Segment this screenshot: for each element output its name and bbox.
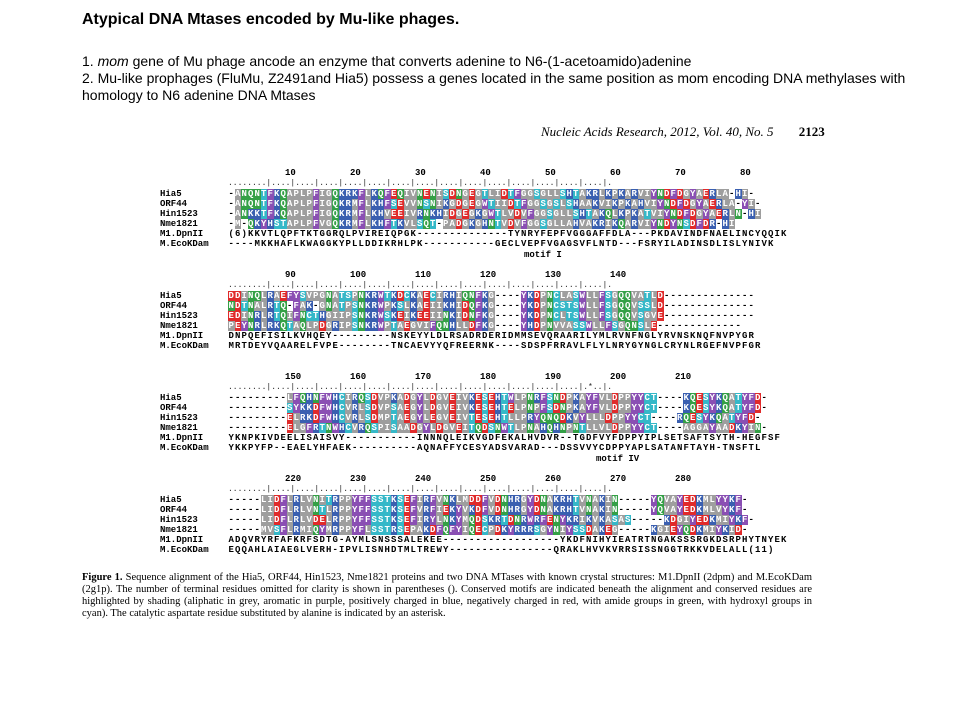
sequence-residues: - - - - - - - - - S Y K K D F W H C V R L S D V P S A E G Y L D G V E I V K E S E H T E L P N P F S D N P K A Y F V L D P P Y Y C T - - - - K Q E S Y K Q A T Y F D - [228, 403, 767, 413]
sequence-row [160, 229, 787, 239]
sequence-name: M1.DpnII [160, 331, 204, 341]
sequence-residues: E Q Q A H L A I A E G L V E R H - I P V L I S N H D T M L T R E W Y - - - - - - - - - - - - - - - - Q R A K L H V V K V R R S I S S N G G T R K K V D E L A L L ( 1 1 ) [228, 545, 774, 555]
sequence-row [160, 403, 768, 413]
alignment-ruler: ........|....|....|....|....|....|....|....|....|....|....|....|....|....|....|. [228, 179, 613, 188]
sequence-residues: E D I N R L R T Q I F N C T H G I I P S N K R W S K E I K E E I I N K I D N F K G - - - - Y K D P N C L T S W L L F S G Q Q V S G V E - - - - - - - - - - - - - - [228, 311, 754, 321]
sequence-residues: D D I N Q L R A E F Y S V P G N A T S P N K R W T K D C K A E C I R H I Q N F K G - - - - Y K D P N C L A S W L L F S G Q Q V A T L D - - - - - - - - - - - - - - [228, 291, 754, 301]
sequence-residues: - - - - - M V S F L R M I Q Y M R P P Y F L S S T R S E P A K D F Q F Y I Q E C P D K Y R R R S G Y N I Y S S D A K E G - - - - - K G I E Y Q D K M I Y K I D - [228, 525, 748, 535]
caption-label: Figure 1. [82, 572, 123, 583]
sequence-residues: - - - - - - - - - L F Q H N F W H C I R Q S D V P K A D G Y L D G V E I V K E S E H T W L P N R F S N D P K A Y F V L D P P Y Y C T - - - - K Q E S Y K Q A T Y F D - [228, 393, 767, 403]
sequence-row [160, 301, 755, 311]
sequence-residues: Y K N P K I V D E E L I S A I S V Y - - - - - - - - - - - I N N N Q L E I K V G D F E K A L H V D V R - - T G D F V Y F D P P Y I P L S E T S A F T S Y T H - H E G F S F [228, 433, 780, 443]
sequence-name: M1.DpnII [160, 535, 204, 545]
position-number: 10 [285, 168, 296, 178]
position-number: 40 [480, 168, 491, 178]
sequence-name: Nme1821 [160, 219, 198, 229]
position-number: 170 [415, 372, 432, 382]
sequence-name: Nme1821 [160, 423, 198, 433]
sequence-residues: D N P Q E F I S I L K V H Q E Y - - - - - - - - - N S K E Y Y L D L R S A D R D E R I D M M S E V Q R A A R I L Y M L R V N F N G L Y R V N S K N Q F N V P Y G R [228, 331, 754, 341]
sequence-name: Hia5 [160, 495, 182, 505]
sequence-row [160, 433, 781, 443]
sequence-row [160, 413, 761, 423]
sequence-row [160, 199, 761, 209]
sequence-row [160, 291, 755, 301]
sequence-residues: - - - - - L I D F L R L V D E L R P P Y F F S S T K S E F I R Y L N K Y M Q D S K R T D N R W R F E N Y K R I K V K A S A S - - - - - K D G I Y E D K M I Y K F - [228, 515, 754, 525]
sequence-name: Nme1821 [160, 525, 198, 535]
sequence-row [160, 525, 748, 535]
sequence-name: ORF44 [160, 403, 188, 413]
slide-title: Atypical DNA Mtases encoded by Mu-like phages. [82, 11, 460, 28]
bullet-1 [82, 53, 942, 70]
sequence-row [160, 311, 755, 321]
sequence-residues: ( 6 ) K K V T L Q P F T K T G G R Q L P V I R E I Q P G K - - - - - - - - - - - - - - T Y N R Y F E P F V G G G A F F D L A - - - P K D A V I N D F N A E L I N C Y Q Q I K [228, 229, 787, 239]
sequence-row [160, 189, 755, 199]
position-number: 210 [675, 372, 692, 382]
figure-caption [82, 572, 812, 620]
sequence-residues: P E Y N R L R K Q T A Q L P D G R I P S N K R W P T A E G V I F Q N H L L D F K G - - - - Y H D P N V V A S S W L L F S G Q N S L E - - - - - - - - - - - - - [228, 321, 741, 331]
sequence-name: Hin1523 [160, 515, 198, 525]
position-number: 220 [285, 474, 302, 484]
bullet-list [82, 53, 942, 104]
sequence-name: Hin1523 [160, 311, 198, 321]
position-number: 230 [350, 474, 367, 484]
bullet-1-text: gene of Mu phage ancode an enzyme that converts adenine to N6-(1-acetoamido)adenine [128, 53, 692, 69]
position-number: 280 [675, 474, 692, 484]
position-number: 200 [610, 372, 627, 382]
alignment-ruler: ........|....|....|....|....|....|....|....|....|....|....|....|....|....|....|. [228, 485, 613, 494]
motif-label: motif IV [596, 454, 640, 464]
sequence-name: ORF44 [160, 301, 188, 311]
position-number: 80 [740, 168, 751, 178]
sequence-residues: - A N Q N T F K Q A P L P F I G Q K R K F L K Q F E Q I V N E N I S D N G E G T L I D T F G G S G L L S H T A K R L K P K A R V I Y N D F D G Y A E R L A - H I - [228, 189, 754, 199]
motif-label: motif I [524, 250, 562, 260]
caption-text: Sequence alignment of the Hia5, ORF44, Hin1523, Nme1821 proteins and two DNA MTases with known crystal structures: M1.DpnII (2dpm) and M.EcoKDam (2g1p). The number of terminal residues omitted for clarity is shown in parentheses (). Conserved motifs are indicated beneath the alignment and conserved residues are highlighted by shading (aliphatic in grey, aromatic in purple, positively charged in blue, negatively charged in red, with amide groups in green, with hydroxyl groups in cyan). The catalytic aspartate residue substituted by alanine is indicated by an asterisk. [82, 572, 812, 619]
sequence-name: Nme1821 [160, 321, 198, 331]
position-number: 250 [480, 474, 497, 484]
position-number: 240 [415, 474, 432, 484]
sequence-row [160, 219, 735, 229]
position-number: 160 [350, 372, 367, 382]
sequence-residues: - A N K K T F K Q A P L P F I G Q K R M F L K H V E E I V R N K H I D G E G K G W T L V D V F G G S G L L S H T A K Q L K P K A T V I Y N D F D G Y A E R L N - H I [228, 209, 761, 219]
sequence-name: M1.DpnII [160, 433, 204, 443]
sequence-row [160, 331, 755, 341]
bullet-2: 2. Mu-like prophages (FluMu, Z2491and Hia5) possess a genes located in the same position as mom encoding DNA methylases with homology to N6 adenine DNA Mtases [82, 70, 906, 103]
position-number: 140 [610, 270, 627, 280]
sequence-row [160, 443, 761, 453]
sequence-residues: - M - Q K Y H S T A P L P F V G Q K R M F L K H F T K V L S Q T - P A D G K G H N T V D V F G G S G L L A H V A K R I K Q A R V I Y N D Y N S D F D R - H I [228, 219, 735, 229]
sequence-name: M.EcoKDam [160, 239, 209, 249]
sequence-row [160, 515, 755, 525]
sequence-row [160, 321, 742, 331]
sequence-residues: - - - - - - - - - E L G F R T N W H C V R Q S P I S A A D G Y L D G V E I T Q D S N W T L P N A H Q H N P N T L L V L D P P Y Y C T - - - - A G G A Y A A D K Y I N - [228, 423, 767, 433]
sequence-row [160, 393, 768, 403]
sequence-residues: M R T D E Y V Q A A R E L F V P E - - - - - - - - T N C A E V Y Y Q F R E E R N K - - - - S D S P F R R A V L F L Y L N R Y G Y N G L C R Y N L R G E F N V P F G R [228, 341, 761, 351]
position-number: 180 [480, 372, 497, 382]
sequence-name: Hin1523 [160, 413, 198, 423]
position-number: 70 [675, 168, 686, 178]
bullet-1-gene-name: mom [97, 53, 129, 69]
position-number: 30 [415, 168, 426, 178]
sequence-row [160, 505, 748, 515]
sequence-alignment-figure [160, 168, 810, 570]
sequence-residues: - - - - - L I D F L R L V N I T R P P Y F F S S T K S E F I R F V N K L M D D F V D N H R G Y D N A K R H T V N A K I N - - - - - Y Q V A Y E D K M L Y Y K F - [228, 495, 748, 505]
sequence-name: Hia5 [160, 393, 182, 403]
journal-header [541, 124, 825, 140]
position-number: 270 [610, 474, 627, 484]
sequence-name: M1.DpnII [160, 229, 204, 239]
sequence-name: M.EcoKDam [160, 545, 209, 555]
position-number: 50 [545, 168, 556, 178]
position-number: 190 [545, 372, 562, 382]
position-number: 60 [610, 168, 621, 178]
sequence-row [160, 209, 761, 219]
sequence-name: Hia5 [160, 291, 182, 301]
position-number: 130 [545, 270, 562, 280]
bullet-1-number: 1. [82, 53, 94, 69]
sequence-residues: N D T N A L R T Q - F A K - G N A T P S N K R W P K S L K A E I I K H I D Q F K G - - - - Y K D P N C S T S W L L F S G Q Q V S S L D - - - - - - - - - - - - - - [228, 301, 754, 311]
sequence-residues: A D Q V R Y R F A F K R F S D T G - A Y M L S N S S S A L E K E E - - - - - - - - - - - - - - - - - - Y K D F N I H Y I E A T R T N G A K S S S R G K D S R P H Y T N Y E K [228, 535, 787, 545]
sequence-name: ORF44 [160, 505, 188, 515]
position-number: 20 [350, 168, 361, 178]
position-number: 120 [480, 270, 497, 280]
sequence-name: Hia5 [160, 189, 182, 199]
position-number: 150 [285, 372, 302, 382]
sequence-name: M.EcoKDam [160, 341, 209, 351]
sequence-residues: Y K K P Y F P - - E A E L Y H F A E K - - - - - - - - - - A Q N A F F Y C E S Y A D S V A R A D - - - D S S V V Y C D P P Y A P L S A T A N F T A Y H - T N S F T L [228, 443, 761, 453]
sequence-name: Hin1523 [160, 209, 198, 219]
sequence-row [160, 545, 774, 555]
alignment-ruler: ........|....|....|....|....|....|....|....|....|....|....|....|....|....|....|. [228, 281, 613, 290]
journal-name: Nucleic Acids Research, 2012, Vol. 40, No. 5 [541, 124, 774, 139]
sequence-row [160, 535, 787, 545]
sequence-residues: - - - - - L I D F L R L V N T L R P P Y F F S S T K S E F V R F I E K Y V K D F V D N H R G Y D N A K R H T V N A K I N - - - - - Y Q V A Y E D K M L V Y K F - [228, 505, 748, 515]
position-number: 110 [415, 270, 432, 280]
sequence-name: M.EcoKDam [160, 443, 209, 453]
alignment-ruler: ........|....|....|....|....|....|....|....|....|....|....|....|....|....|.*..|. [228, 383, 613, 392]
sequence-residues: - - - - - - - - - E L R K D F W H C V R L S D M P T A E G Y L E G V E I V T E S E H T L L P R Y Q N Q D K V Y L L L D P P Y Y C T - - - - R Q E S Y K Q A T Y F D - [228, 413, 761, 423]
position-number: 100 [350, 270, 367, 280]
sequence-residues: - - - - M K K H A F L K W A G G K Y P L L D D I K R H L P K - - - - - - - - - - - G E C L V E P F V G A G S V F L N T D - - - F S R Y I L A D I N S D L I S L Y N I V K [228, 239, 774, 249]
sequence-name: ORF44 [160, 199, 188, 209]
position-number: 260 [545, 474, 562, 484]
sequence-residues: - A N Q N T F K Q A P L P F I G Q K R M F L K H F S E V V N S N I K G D G E G W T I I D T F G G S G S L S H A A K V I K P K A H V I Y N D F D G Y A E R L A - Y I - [228, 199, 761, 209]
sequence-row [160, 495, 748, 505]
journal-page-number: 2123 [798, 124, 825, 139]
sequence-row [160, 423, 768, 433]
sequence-row [160, 239, 774, 249]
position-number: 90 [285, 270, 296, 280]
sequence-row [160, 341, 761, 351]
